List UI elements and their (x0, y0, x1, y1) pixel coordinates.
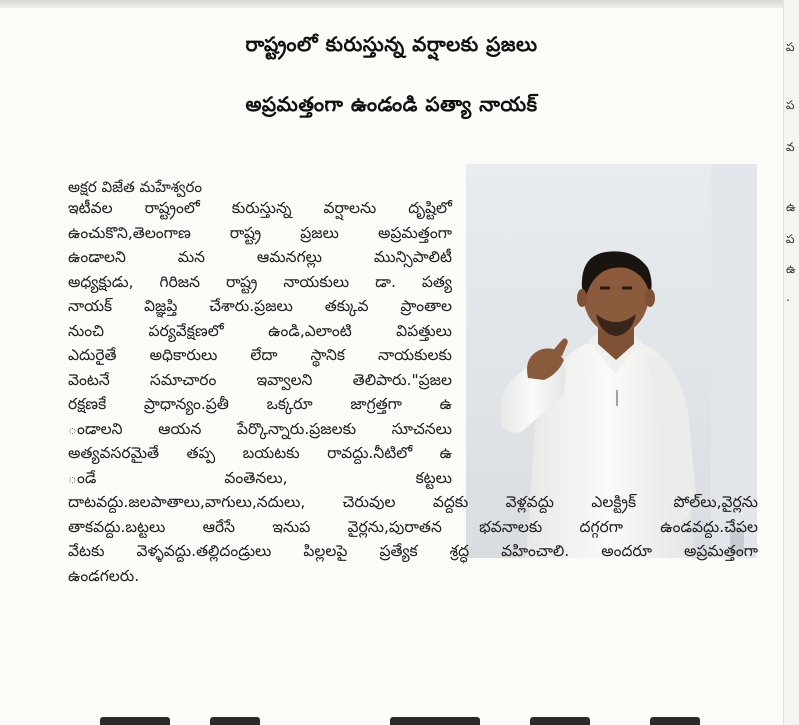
body-line: ఉండాలని మన ఆమనగల్లు మున్సిపాలిటీ (68, 248, 452, 266)
top-page-strip (0, 0, 799, 8)
body-line: ండాలని ఆయన పేర్కొన్నారు.ప్రజలకు సూచనలు (68, 419, 452, 438)
adjacent-column-edge (783, 0, 799, 725)
margin-char: ఉ (786, 200, 796, 214)
body-line: నాయక్ విజ్ఞప్తి చేశారు.ప్రజలు తక్కువ ప్రాంతాల (68, 297, 452, 315)
body-line: ఇటీవల రాష్ట్రంలో కురుస్తున్న వర్షాలను దృష్టిలో (68, 199, 452, 217)
body-line: అత్యవసరమైతే తప్ప బయటకు రావద్దు.నీటిలో ఉ (68, 444, 452, 462)
margin-char: ప (786, 40, 795, 54)
body-line: తాకవద్దు.బట్టలు ఆరేసే ఇనుప వైర్లను,పురాతన భవనాలకు దగ్గరగా ఉండవద్దు.చేపల (68, 517, 758, 536)
body-line: ఉండగలరు. (68, 566, 140, 585)
margin-char: ప (786, 232, 795, 246)
body-line: రక్షణకే ప్రాధాన్యం.ప్రతీ ఒక్కరూ జాగ్రత్తగా ఉ (68, 395, 452, 413)
margin-char: ఉ (786, 262, 796, 276)
body-line: దాటవద్దు.జలపాతాలు,వాగులు,నదులు, చెరువుల వద్దకు వెళ్లవద్దు ఎలక్ట్రిక్ పోల్‌లు,వైర్లను (68, 493, 758, 511)
body-line: ండే వంతెనలు, కట్టలు (68, 468, 452, 487)
headline-line-1: రాష్ట్రంలో కురుస్తున్న వర్షాలకు ప్రజలు (245, 32, 538, 56)
body-line: వెంటనే సమాచారం ఇవ్వాలని తెలిపారు."ప్రజల (68, 370, 452, 389)
margin-char: వ (786, 140, 795, 154)
margin-char: . (786, 290, 790, 304)
headline-line-2: అప్రమత్తంగా ఉండండి పత్యా నాయక్ (245, 92, 538, 116)
byline: అక్షర విజేత మహేశ్వరం (68, 178, 203, 196)
margin-char: ప (786, 98, 795, 112)
article-headline (0, 14, 783, 134)
body-line: ఎదురైతే అధికారులు లేదా స్థానిక నాయకులకు (68, 346, 452, 364)
body-line: ఉంచుకొని,తెలంగాణ రాష్ట్ర ప్రజలు అప్రమత్తంగా (68, 223, 452, 242)
body-line: అధ్యక్షుడు, గిరిజన రాష్ట్ర నాయకులు డా. పత్య (68, 272, 452, 291)
body-line: వేటకు వెళ్ళవద్దు.తల్లిదండ్రులు పిల్లలపై ప్రత్యేక శ్రద్ధ వహించాలి. అందరూ అప్రమత్తంగా (68, 542, 758, 560)
next-article-fragment (60, 715, 740, 725)
body-line: నుంచి పర్యవేక్షణలో ఉండి,ఎలాంటి విపత్తులు (68, 321, 452, 340)
